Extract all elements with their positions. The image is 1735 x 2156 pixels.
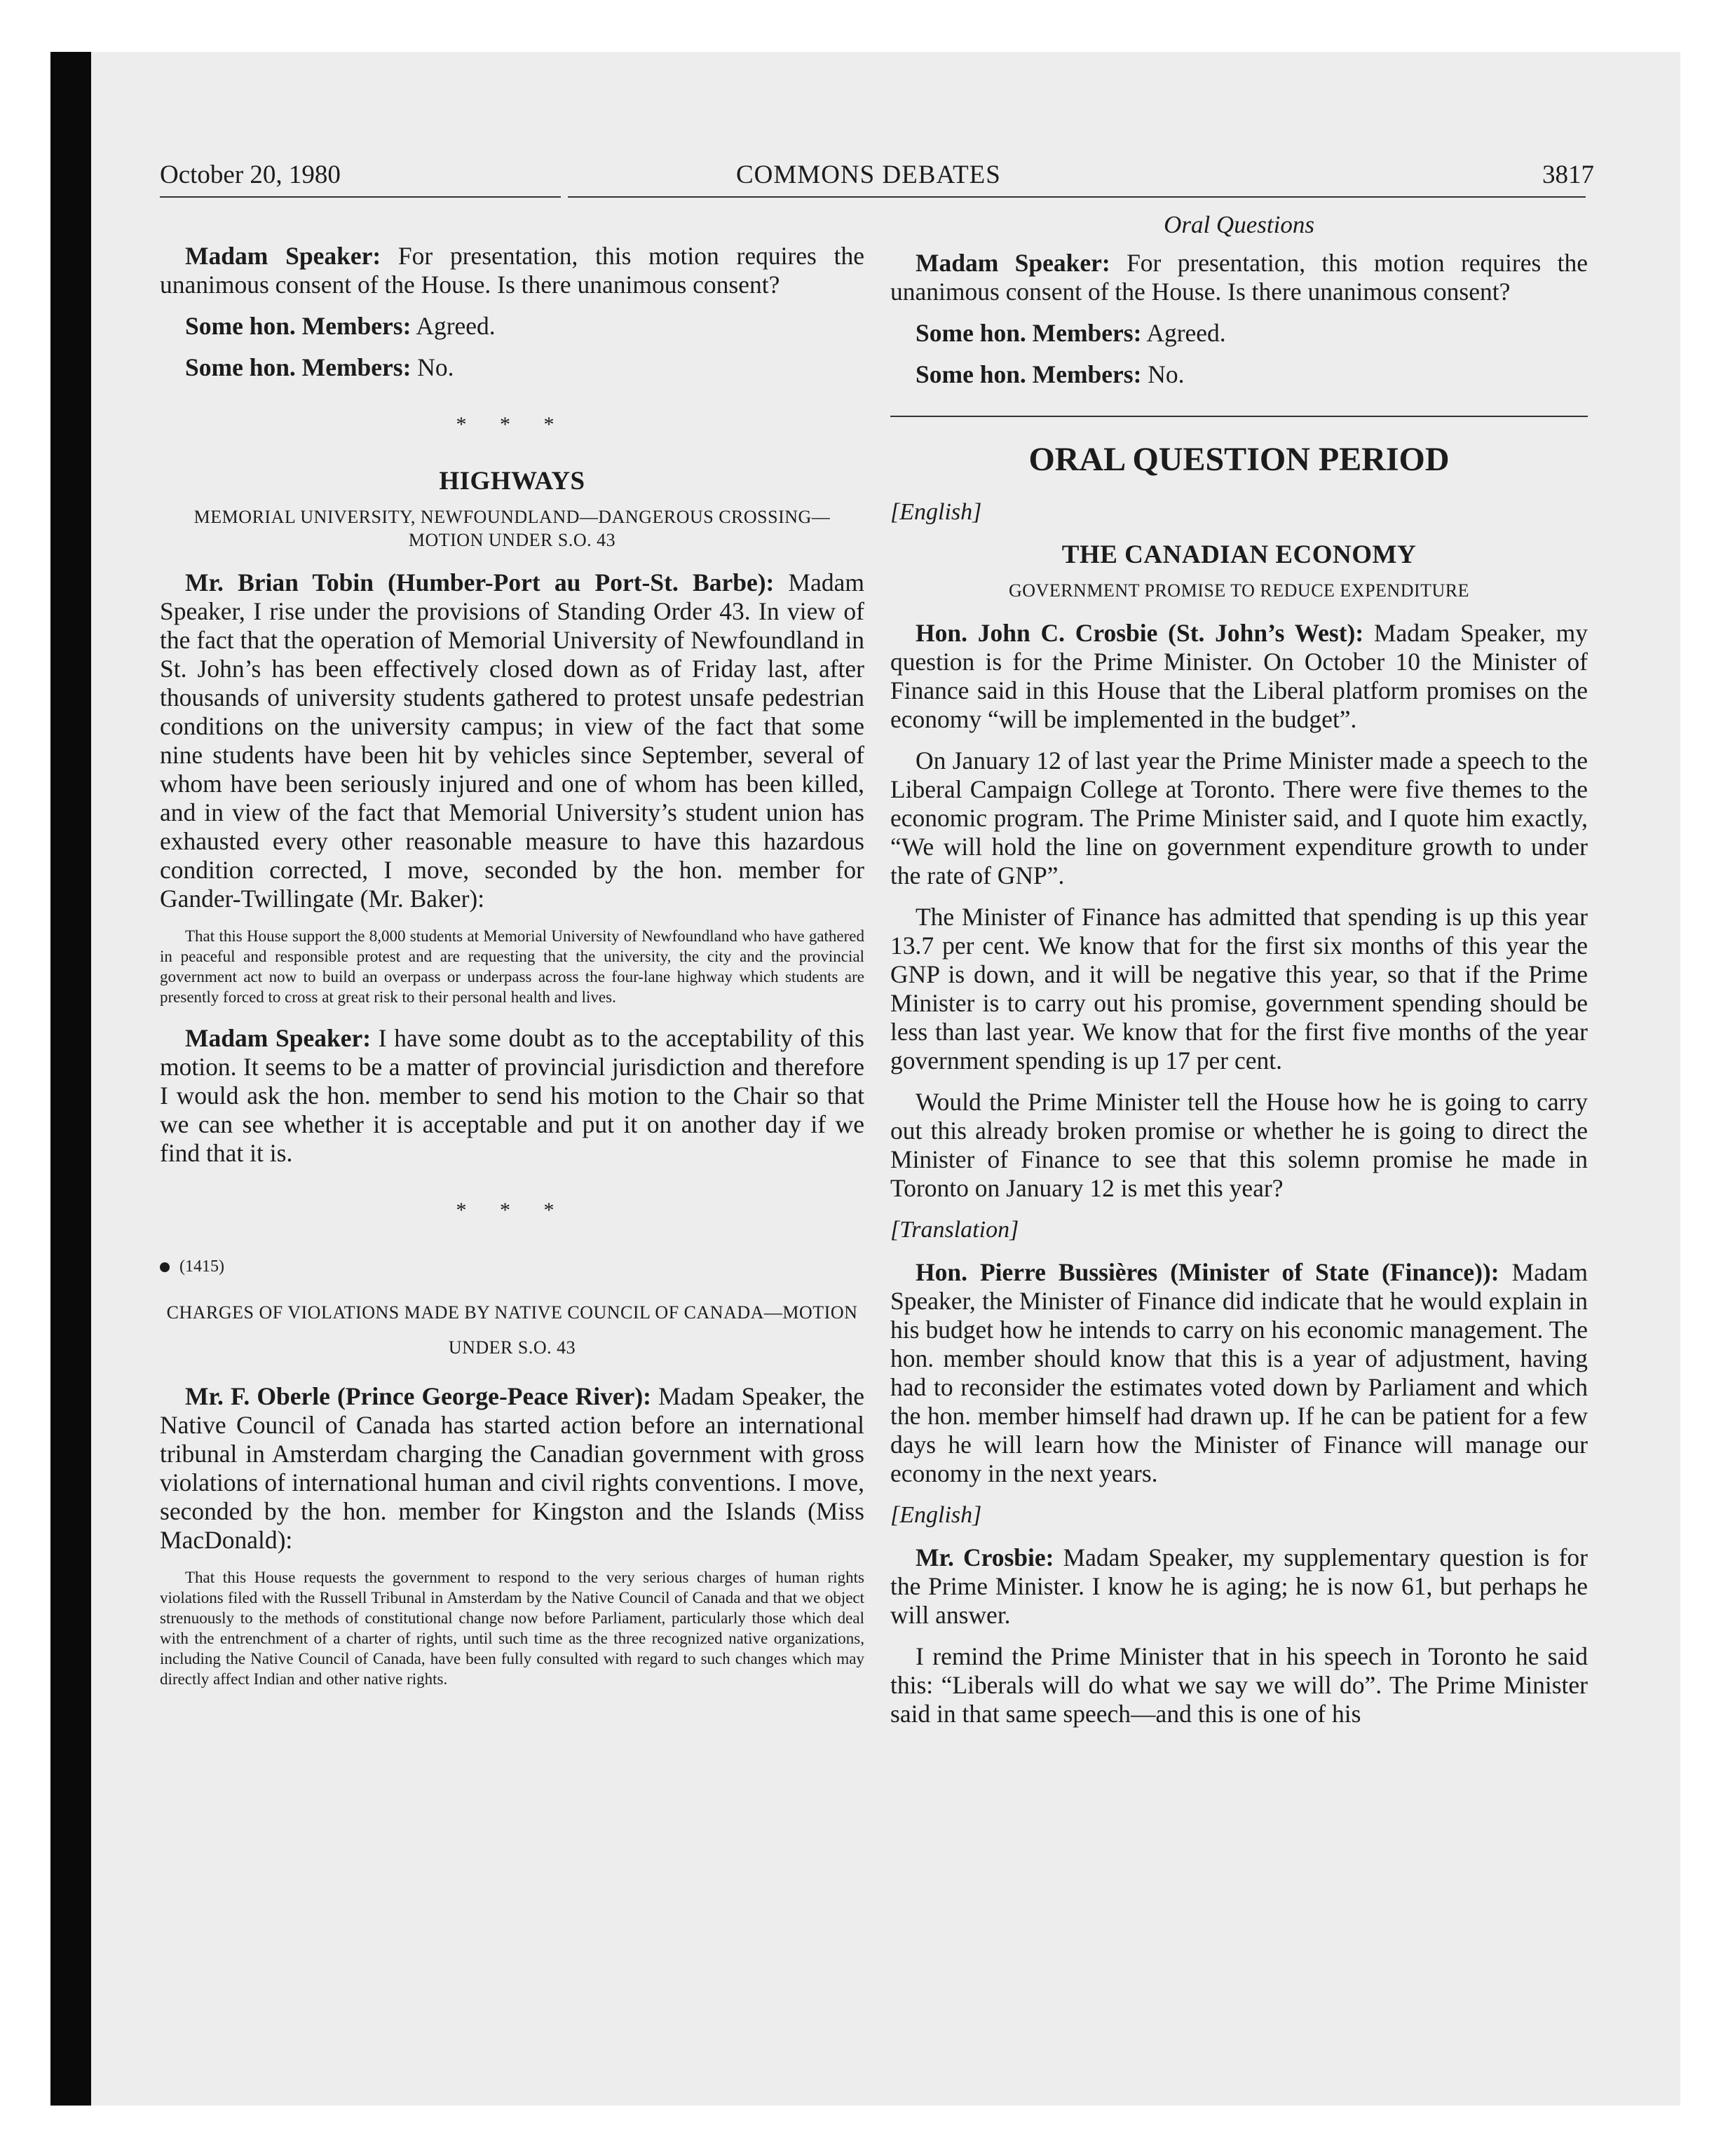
paragraph [890, 249, 1588, 306]
header-date: October 20, 1980 [160, 161, 341, 189]
paragraph [160, 1382, 864, 1555]
paragraph [160, 1024, 864, 1168]
right-column [890, 210, 1588, 1741]
section-separator: * * * [456, 1199, 569, 1222]
speech-text: Madam Speaker, my supplementary question is for the Prime Minister. I know he is aging; he is now 61, but perhaps he will answer. [890, 1543, 1588, 1629]
speaker-name: Madam Speaker: [185, 1024, 372, 1052]
paragraph [160, 353, 864, 382]
speaker-name: Mr. Brian Tobin (Humber-Port au Port-St. Barbe): [185, 568, 775, 596]
paragraph [160, 312, 864, 341]
header-page-number: 3817 [1542, 161, 1594, 189]
speaker-name: Madam Speaker: [916, 249, 1110, 277]
language-marker: [English] [890, 1502, 982, 1528]
header-rule-left [160, 196, 561, 198]
language-marker: [English] [890, 499, 982, 525]
paragraph [160, 242, 864, 299]
speech-text: Agreed. [411, 312, 496, 340]
section-subheading: MEMORIAL UNIVERSITY, NEWFOUNDLAND—DANGEROUS CROSSING—MOTION UNDER S.O. 43 [193, 507, 831, 550]
speaker-name: Some hon. Members: [185, 312, 411, 340]
paragraph [890, 360, 1588, 389]
speaker-name: Hon. John C. Crosbie (St. John’s West): [916, 619, 1364, 647]
language-marker: [Translation] [890, 1217, 1019, 1243]
section-heading: THE CANADIAN ECONOMY [1061, 540, 1417, 569]
speaker-name: Some hon. Members: [185, 353, 411, 381]
speaker-name: Some hon. Members: [916, 360, 1142, 388]
paragraph [890, 1258, 1588, 1488]
speech-text: Madam Speaker, I rise under the provisions of Standing Order 43. In view of the fact that the operation of Memorial University of Newfoundland in St. John’s has been effectively closed down as of Friday last, after thousands of university students gathered to protest unsafe pedestrian conditions on the university campus; in view of the fact that some nine students have been hit by vehicles since September, several of whom have been seriously injured and one of whom has been killed, and in view of the fact that Memorial University’s student union has exhausted every other reasonable measure to have this hazardous condition corrected, I move, seconded by the hon. member for Gander-Twillingate (Mr. Baker): [160, 568, 864, 913]
section-separator: * * * [456, 413, 569, 436]
time-marker [160, 1253, 864, 1281]
header-rule-right [568, 196, 1586, 198]
speech-text: Agreed. [1141, 319, 1226, 347]
speech-text: No. [1141, 360, 1185, 388]
bullet-icon [160, 1262, 170, 1272]
speaker-name: Mr. Crosbie: [916, 1543, 1054, 1571]
section-subheading: GOVERNMENT PROMISE TO REDUCE EXPENDITURE [1008, 580, 1470, 601]
speech-text: Madam Speaker, the Minister of Finance did indicate that he would explain in his budget how he intends to carry on his economic management. The hon. member should know that this is a year of adjustment, having had to reconsider the estimates voted down by Parliament and which the hon. member himself had drawn up. If he can be patient for a few days he will learn how the Minister of Finance will manage our economy in the next years. [890, 1258, 1588, 1487]
paragraph: The Minister of Finance has admitted that spending is up this year 13.7 per cent. We know that for the first six months of this year the GNP is down, and it will be negative this year, so that if the Prime Minister is to carry out his promise, government spending should be less than last year. We know that for the first five months of the year government spending is up 17 per cent. [890, 903, 1588, 1074]
paragraph: On January 12 of last year the Prime Minister made a speech to the Liberal Campaign College at Toronto. There were five themes to the economic program. The Prime Minister said, and I quote him exactly, “We will hold the line on government expenditure growth to under the rate of GNP”. [890, 746, 1588, 889]
speech-text: I have some doubt as to the acceptability of this motion. It seems to be a matter of provincial jurisdiction and therefore I would ask the hon. member to send his motion to the Chair so that we can see whether it is acceptable and put it on another day if we find that it is. [160, 1024, 864, 1167]
motion-text: That this House support the 8,000 students at Memorial University of Newfoundland who have gathered in peaceful and responsible protest and are requesting that the university, the city and the provincial government act now to build an overpass or underpass across the four-lane highway which students are presently forced to cross at great risk to their personal health and lives. [160, 927, 864, 1006]
speech-text: Madam Speaker, my question is for the Prime Minister. On October 10 the Minister of Finance said in this House that the Liberal platform promises on the economy “will be implemented in the budget”. [890, 619, 1588, 733]
speaker-name: Madam Speaker: [185, 242, 381, 270]
speech-text: For presentation, this motion requires the unanimous consent of the House. Is there unanimous consent? [160, 242, 864, 299]
section-title: ORAL QUESTION PERIOD [1028, 441, 1450, 478]
section-rule [890, 416, 1588, 417]
paragraph: I remind the Prime Minister that in his speech in Toronto he said this: “Liberals will do what we say we will do”. The Prime Minister said in that same speech—and this is one of his [890, 1642, 1588, 1728]
motion-text: That this House requests the government to respond to the very serious charges of human rights violations filed with the Russell Tribunal in Amsterdam by the Native Council of Canada and that we object strenuously to the methods of constitutional change now before Parliament, particularly those which deal with the entrenchment of a charter of rights, until such time as the three recognized native organizations, including the Native Council of Canada, have been fully consulted with regard to such changes which may directly affect Indian and other native rights. [160, 1569, 864, 1688]
speech-text: For presentation, this motion requires the unanimous consent of the House. Is there unanimous consent? [890, 249, 1588, 306]
paragraph [890, 319, 1588, 348]
left-column [160, 242, 864, 1706]
paragraph [890, 619, 1588, 734]
speaker-name: Some hon. Members: [916, 319, 1142, 347]
speech-text: No. [411, 353, 454, 381]
speech-text: Madam Speaker, the Native Council of Canada has started action before an international tribunal in Amsterdam charging the Canadian government with gross violations of international human and civil rights conventions. I move, seconded by the hon. member for Kingston and the Islands (Miss MacDonald): [160, 1382, 864, 1554]
running-head: Oral Questions [1164, 211, 1314, 238]
speaker-name: Mr. F. Oberle (Prince George-Peace River): [185, 1382, 652, 1410]
section-subheading: CHARGES OF VIOLATIONS MADE BY NATIVE COUNCIL OF CANADA—MOTION UNDER S.O. 43 [166, 1302, 858, 1358]
paragraph: Would the Prime Minister tell the House how he is going to carry out this already broken promise or whether he is going to direct the Minister of Finance to see that this solemn promise he made in Toronto on January 12 is met this year? [890, 1088, 1588, 1202]
time-marker-text: (1415) [179, 1257, 224, 1276]
header-title: COMMONS DEBATES [736, 161, 1001, 189]
scan-binding-edge [50, 52, 91, 2106]
paragraph [890, 1543, 1588, 1630]
paragraph [160, 568, 864, 913]
speaker-name: Hon. Pierre Bussières (Minister of State (Finance)): [916, 1258, 1499, 1286]
section-heading: HIGHWAYS [439, 467, 585, 496]
